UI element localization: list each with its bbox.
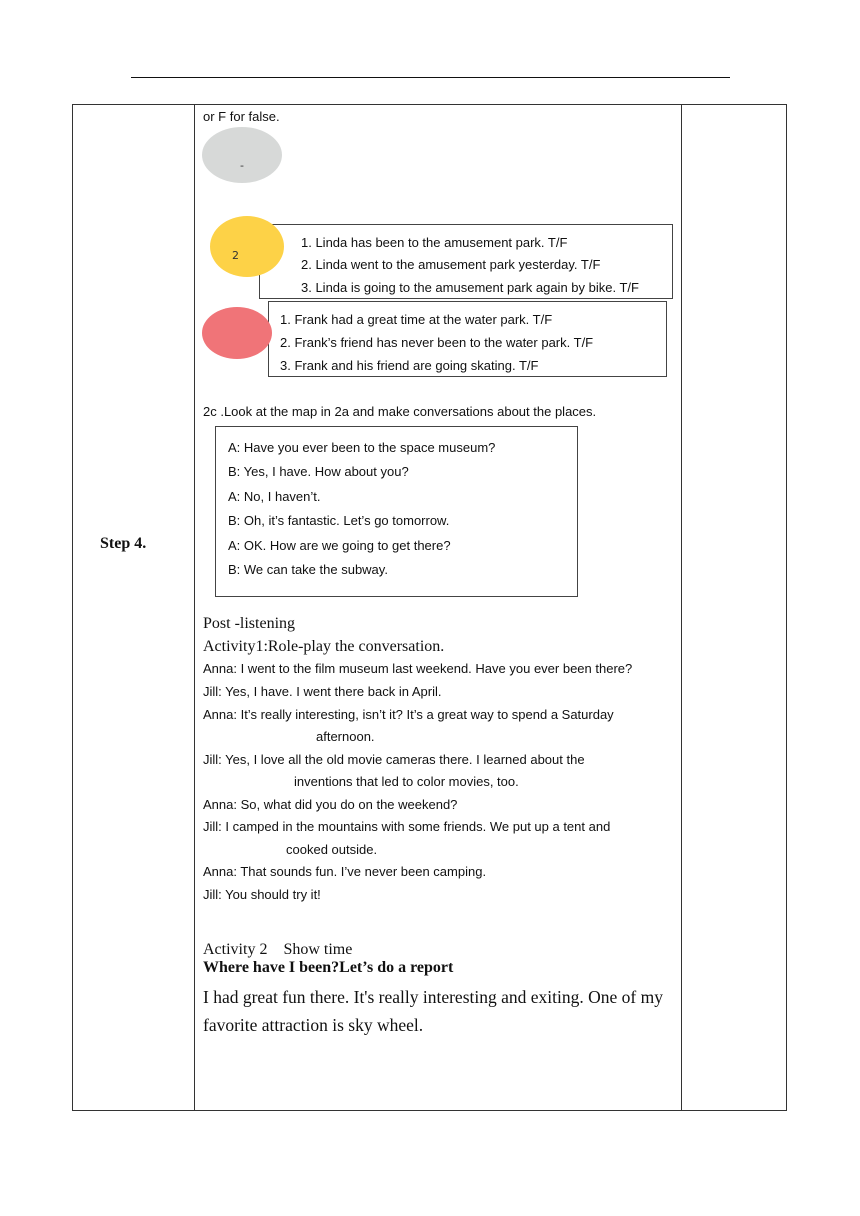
dialogue-line: Jill: I camped in the mountains with some friends. We put up a tent and [203,819,611,834]
dialogue-line: Anna: So, what did you do on the weekend? [203,797,458,812]
gray-oval [202,127,282,183]
activity2-title: Activity 2 Show time [203,941,353,958]
oval-mark: - [240,159,244,172]
dialogue-line: Anna: That sounds fun. I’ve never been camping. [203,864,487,879]
report-line: favorite attraction is sky wheel. [203,1015,424,1035]
column-divider-left [194,104,195,1111]
activity1-title: Activity1:Role-play the conversation. [203,638,445,655]
dialogue-line: afternoon. [316,729,375,744]
post-listening-heading: Post -listening [203,615,296,632]
conversation-line: B: Oh, it’s fantastic. Let’s go tomorrow. [228,513,450,528]
oval-mark: 2 [232,249,239,262]
conversation-box [215,426,578,597]
column-divider-right [681,104,682,1111]
conversation-line: A: Have you ever been to the space museum? [228,440,496,455]
conversation-line: B: We can take the subway. [228,562,388,577]
yellow-oval [210,216,284,277]
dialogue-line: Jill: Yes, I have. I went there back in April. [203,684,442,699]
report-line: I had great fun there. It's really interesting and exiting. One of my [203,987,663,1007]
step-label: Step 4. [100,535,147,552]
dialogue-line: cooked outside. [286,842,378,857]
dialogue-line: Anna: I went to the film museum last weekend. Have you ever been there? [203,661,633,676]
statement-line: 3. Frank and his friend are going skating. T/F [280,358,539,373]
conversation-line: B: Yes, I have. How about you? [228,464,409,479]
red-oval [202,307,272,359]
statement-line: 2. Linda went to the amusement park yesterday. T/F [301,257,601,272]
dialogue-line: Anna: It’s really interesting, isn’t it? It’s a great way to spend a Saturday [203,707,614,722]
statement-line: 1. Linda has been to the amusement park. T/F [301,235,568,250]
dialogue-line: inventions that led to color movies, too. [294,774,519,789]
header-rule [131,77,730,78]
statement-box-linda [259,224,673,299]
intro-text: or F for false. [203,109,280,124]
conversation-line: A: No, I haven’t. [228,489,321,504]
dialogue-line: Jill: You should try it! [203,887,321,902]
report-title: Where have I been?Let’s do a report [203,959,454,976]
statement-line: 2. Frank’s friend has never been to the water park. T/F [280,335,594,350]
statement-line: 3. Linda is going to the amusement park again by bike. T/F [301,280,639,295]
conversation-line: A: OK. How are we going to get there? [228,538,451,553]
statement-line: 1. Frank had a great time at the water park. T/F [280,312,553,327]
statement-box-frank [268,301,667,377]
dialogue-line: Jill: Yes, I love all the old movie cameras there. I learned about the [203,752,585,767]
task-2c: 2c .Look at the map in 2a and make conversations about the places. [203,404,597,419]
